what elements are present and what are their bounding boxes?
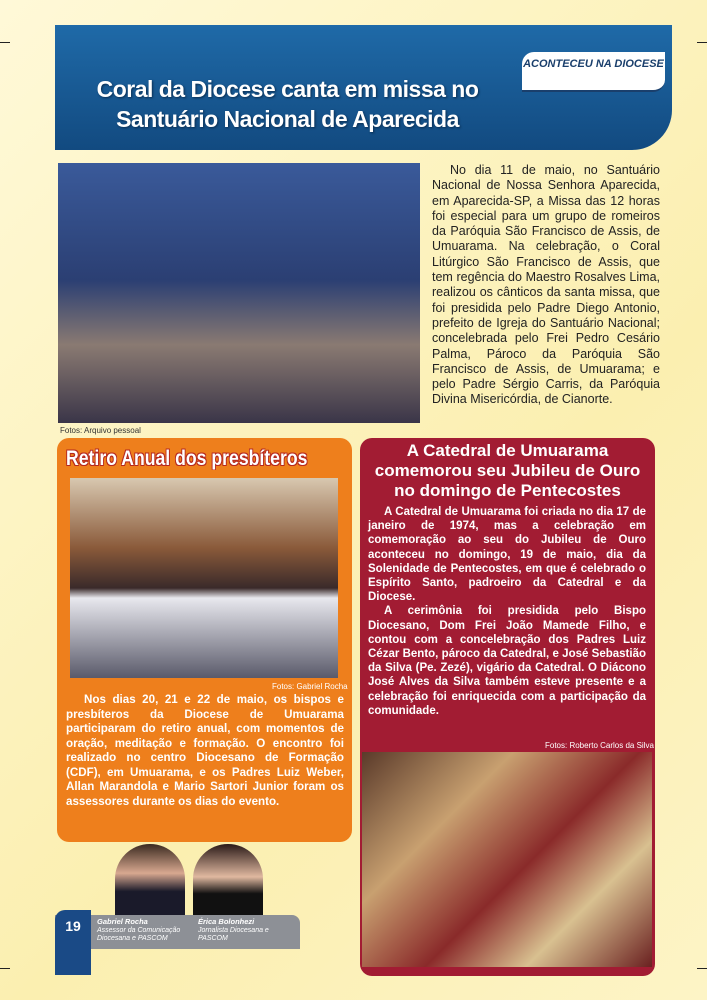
author-name: Gabriel Rocha [97,917,148,926]
cathedral-body [368,505,646,718]
cathedral-title: A Catedral de Umuarama comemorou seu Jubileu de Ouro no domingo de Pentecostes [374,441,641,500]
author-role: Assessor da Comunicação Diocesana e PASCOM [97,927,181,942]
crop-mark [697,42,707,43]
page-title: Coral da Diocese canta em missa no Santuário Nacional de Aparecida [96,76,479,132]
crop-mark [0,42,10,43]
photo-caption: Fotos: Arquivo pessoal [60,426,141,435]
section-tag: ACONTECEU NA DIOCESE [522,52,665,92]
retreat-title: Retiro Anual dos presbíteros [66,447,308,470]
author-portrait [193,844,263,917]
author-role: Jornalista Diocesana e PASCOM [198,927,269,942]
author-credit [198,918,296,943]
photo-caption: Fotos: Gabriel Rocha [272,682,348,691]
retreat-photo [70,478,338,678]
page-number: 19 [55,910,91,975]
cathedral-photo-collage [362,752,652,967]
paragraph: A cerimônia foi presidida pelo Bispo Diocesano, Dom Frei João Mamede Filho, e contou com a concelebração dos Padres Luiz Cézar Bento, pároco da Catedral, e José Sebastião da Silva (Pe. Zezé), vigário da Catedral. O Diácono José Alves da Silva também esteve presente e a celebração foi enriquecida com a participação da comunidade. [368,605,646,717]
crop-mark [0,968,10,969]
author-portrait [115,844,185,917]
author-name: Érica Bolonhezi [198,917,255,926]
retreat-body: Nos dias 20, 21 e 22 de maio, os bispos e presbíteros da Diocese de Umuarama participaram do retiro anual, com momentos de oração, meditação e formação. O encontro foi realizado no centro Diocesano de Formação (CDF), em Umuarama, e os Padres Luiz Weber, Allan Marandola e Mario Sartori Junior foram os assessores durante os dias do evento. [66,693,344,808]
author-credit [97,918,192,943]
article-body: No dia 11 de maio, no Santuário Nacional de Nossa Senhora Aparecida, em Aparecida-SP, a Missa das 12 horas foi especial para um grupo de romeiros da Paróquia São Francisco de Assis, de Umuarama. Na celebração, o Coral Litúrgico São Francisco de Assis, que tem regência do Maestro Rosalves Lima, realizou os cânticos da santa missa, que foi presidida pelo Padre Diego Antonio, prefeito de Igreja do Santuário Nacional; concelebrada pelo Frei Pedro Cesário Palma, Pároco da Paróquia São Francisco de Assis, de Umuarama; e pelo Padre Sérgio Carris, da Paróquia Divina Misericórdia, de Cianorte. [432,163,660,407]
crop-mark [697,968,707,969]
paragraph: A Catedral de Umuarama foi criada no dia 17 de janeiro de 1974, mas a celebração em comemoração ao seu do Jubileu de Ouro aconteceu no domingo, 19 de maio, dia da Solenidade de Pentecostes, em que é celebrado o Espírito Santo, padroeiro da Catedral e da Diocese. [368,506,646,604]
photo-caption: Fotos: Roberto Carlos da Silva [545,741,654,750]
choir-photo [58,163,420,423]
